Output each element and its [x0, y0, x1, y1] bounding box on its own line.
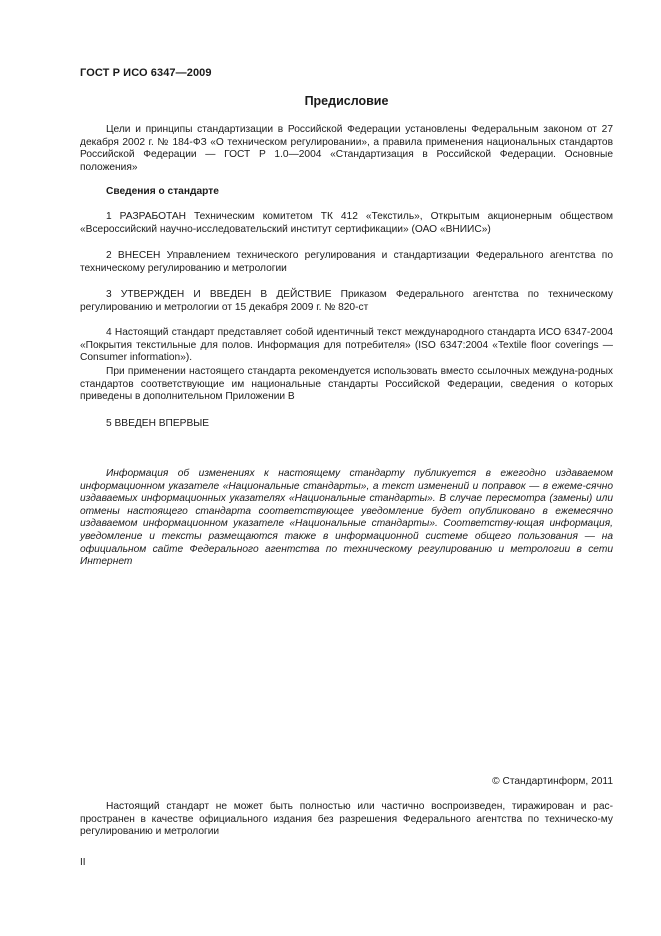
document-id-header: ГОСТ Р ИСО 6347—2009 [80, 67, 212, 79]
standard-info-heading: Сведения о стандарте [106, 186, 219, 197]
standard-info-item-2: 2 ВНЕСЕН Управлением технического регулирования и стандартизации Федерального агентства по техническому регулированию и метрологии [80, 250, 613, 274]
reproduction-notice-paragraph: Настоящий стандарт не может быть полностью или частично воспроизведен, тиражирован и рас-пространен в качестве официального издания без разрешения Федерального агентства по техническо-му регулированию и метрологии [80, 801, 613, 838]
standard-info-item-3: 3 УТВЕРЖДЕН И ВВЕДЕН В ДЕЙСТВИЕ Приказом Федерального агентства по техническому регулированию и метрологии от 15 декабря 2009 г. № 820-ст [80, 289, 613, 313]
page-number: II [80, 857, 86, 868]
standard-info-item-1: 1 РАЗРАБОТАН Техническим комитетом ТК 412 «Текстиль», Открытым акционерным обществом «Всероссийский научно-исследовательский институт сертификации» (ОАО «ВНИИС») [80, 211, 613, 235]
copyright-line: © Стандартинформ, 2011 [492, 776, 613, 787]
preface-intro-paragraph: Цели и принципы стандартизации в Российской Федерации установлены Федеральным законом от 27 декабря 2002 г. № 184-ФЗ «О техническом регулировании», а правила применения национальных стандартов Российской Федерации — ГОСТ Р 1.0—2004 «Стандартизация в Российской Федерации. Основные положения» [80, 124, 613, 173]
standard-info-item-4: 4 Настоящий стандарт представляет собой идентичный текст международного стандарта ИСО 6347-2004 «Покрытия текстильные для полов. Информация для потребителя» (ISO 6347:2004 «Textile floor coverings — Consumer information»). [80, 327, 613, 364]
preface-title: Предисловие [304, 94, 389, 108]
standard-info-item-4-note: При применении настоящего стандарта рекомендуется использовать вместо ссылочных междуна-родных стандартов соответствующие им национальные стандарты Российской Федерации, сведения о которых приведены в дополнительном Приложении В [80, 366, 613, 403]
changes-notice-paragraph: Информация об изменениях к настоящему стандарту публикуется в ежегодно издаваемом информационном указателе «Национальные стандарты», а текст изменений и поправок — в ежеме-сячно издаваемых информационных указателях «Национальные стандарты». В случае пересмотра (замены) или отмены настоящего стандарта соответствующее уведомление будет опубликовано в ежемесячно издаваемом информационном указателе «Национальные стандарты». Соответству-ющая информация, уведомление и тексты размещаются также в информационной системе общего пользования — на официальном сайте Федерального агентства по техническому регулированию и метрологии в сети Интернет [80, 468, 613, 568]
standard-info-item-5: 5 ВВЕДЕН ВПЕРВЫЕ [106, 418, 210, 429]
